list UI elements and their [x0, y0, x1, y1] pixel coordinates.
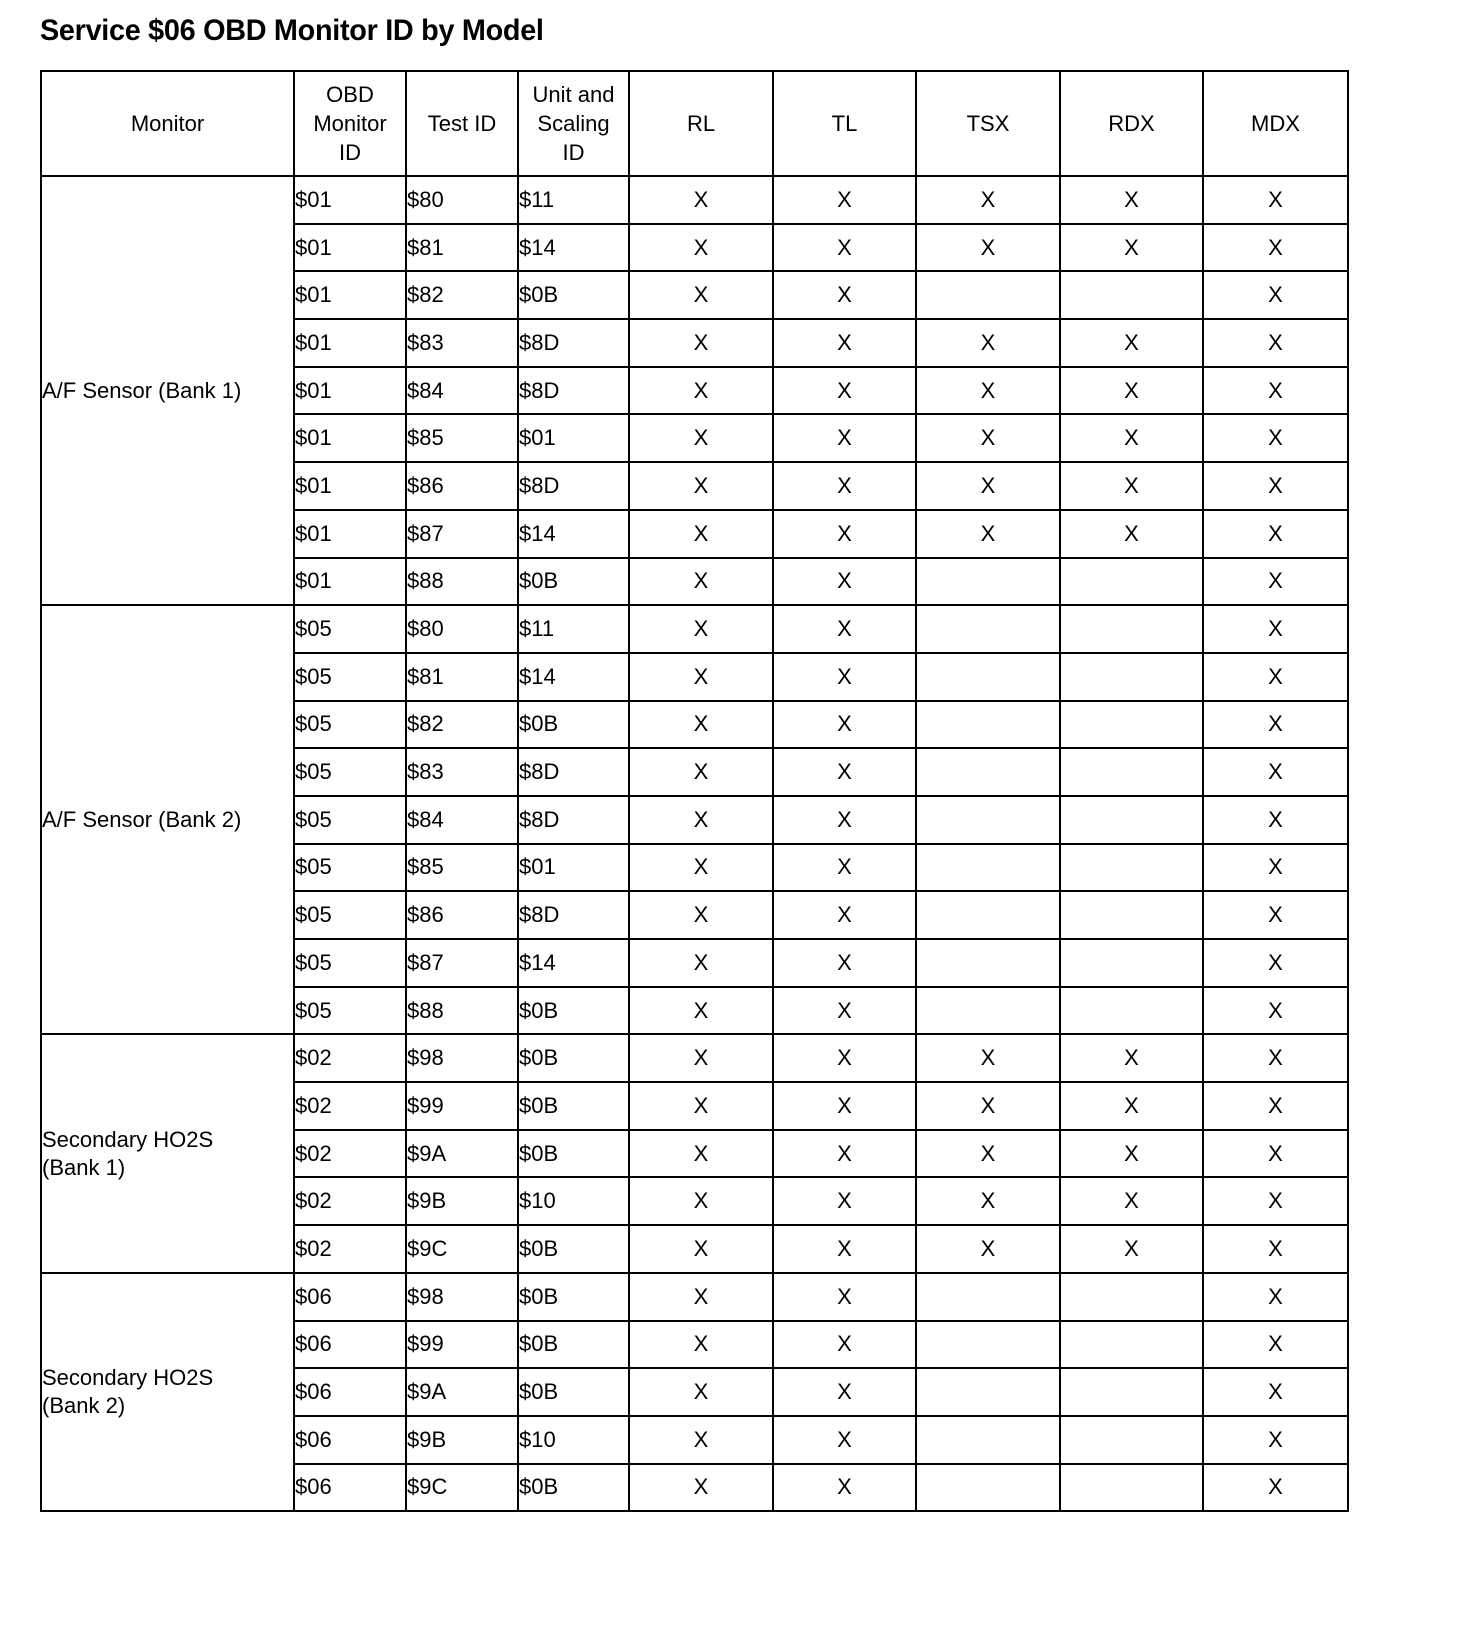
test-id-cell: $99: [406, 1082, 518, 1130]
test-id-cell: $9B: [406, 1416, 518, 1464]
unit-scaling-id-cell: $8D: [518, 462, 629, 510]
mark-cell-tsx: X: [916, 1225, 1060, 1273]
mark-cell-mdx: X: [1203, 701, 1348, 749]
obd-monitor-id-cell: $05: [294, 653, 406, 701]
mark-cell-rl: X: [629, 1368, 773, 1416]
mark-cell-rdx: X: [1060, 1130, 1203, 1178]
unit-scaling-id-cell: $0B: [518, 1130, 629, 1178]
header-test-id: Test ID: [406, 71, 518, 176]
mark-cell-rdx: [1060, 891, 1203, 939]
mark-cell-tl: X: [773, 271, 916, 319]
unit-scaling-id-cell: $0B: [518, 1273, 629, 1321]
mark-cell-rl: X: [629, 1034, 773, 1082]
unit-scaling-id-cell: $0B: [518, 1225, 629, 1273]
unit-scaling-id-cell: $0B: [518, 1034, 629, 1082]
mark-cell-tl: X: [773, 987, 916, 1035]
mark-cell-tsx: X: [916, 1177, 1060, 1225]
obd-monitor-id-cell: $06: [294, 1416, 406, 1464]
mark-cell-mdx: X: [1203, 1464, 1348, 1512]
mark-cell-tsx: X: [916, 1034, 1060, 1082]
test-id-cell: $9C: [406, 1464, 518, 1512]
mark-cell-rl: X: [629, 1225, 773, 1273]
mark-cell-mdx: X: [1203, 224, 1348, 272]
obd-monitor-id-cell: $01: [294, 462, 406, 510]
mark-cell-rdx: [1060, 1321, 1203, 1369]
mark-cell-tl: X: [773, 462, 916, 510]
test-id-cell: $98: [406, 1034, 518, 1082]
unit-scaling-id-cell: $0B: [518, 701, 629, 749]
obd-monitor-id-cell: $02: [294, 1082, 406, 1130]
table-body: [41, 176, 1348, 1511]
mark-cell-mdx: X: [1203, 1225, 1348, 1273]
mark-cell-tl: X: [773, 844, 916, 892]
header-model-tsx: TSX: [916, 71, 1060, 176]
mark-cell-rdx: X: [1060, 1082, 1203, 1130]
test-id-cell: $86: [406, 891, 518, 939]
test-id-cell: $81: [406, 224, 518, 272]
mark-cell-rl: X: [629, 1177, 773, 1225]
obd-monitor-id-cell: $01: [294, 224, 406, 272]
obd-monitor-id-cell: $02: [294, 1130, 406, 1178]
mark-cell-tl: X: [773, 605, 916, 653]
mark-cell-rdx: [1060, 271, 1203, 319]
header-model-rl: RL: [629, 71, 773, 176]
obd-monitor-id-cell: $05: [294, 844, 406, 892]
mark-cell-tl: X: [773, 414, 916, 462]
mark-cell-tl: X: [773, 1177, 916, 1225]
monitor-cell: A/F Sensor (Bank 2): [41, 605, 294, 1034]
unit-scaling-id-cell: $8D: [518, 796, 629, 844]
unit-scaling-id-cell: $10: [518, 1177, 629, 1225]
mark-cell-tsx: [916, 844, 1060, 892]
header-obd-monitor-id-label: OBD Monitor ID: [313, 82, 387, 165]
mark-cell-rl: X: [629, 414, 773, 462]
unit-scaling-id-cell: $01: [518, 414, 629, 462]
mark-cell-mdx: X: [1203, 462, 1348, 510]
table-row: [41, 176, 1348, 224]
header-row: [41, 71, 1348, 176]
mark-cell-tl: X: [773, 1130, 916, 1178]
unit-scaling-id-cell: $8D: [518, 748, 629, 796]
test-id-cell: $85: [406, 414, 518, 462]
header-unit-scaling-id: [518, 71, 629, 176]
mark-cell-rl: X: [629, 224, 773, 272]
mark-cell-rl: X: [629, 1416, 773, 1464]
mark-cell-mdx: X: [1203, 176, 1348, 224]
mark-cell-rl: X: [629, 319, 773, 367]
mark-cell-mdx: X: [1203, 987, 1348, 1035]
obd-monitor-table: [40, 70, 1349, 1512]
obd-monitor-id-cell: $01: [294, 558, 406, 606]
mark-cell-tsx: X: [916, 414, 1060, 462]
mark-cell-rdx: [1060, 653, 1203, 701]
test-id-cell: $86: [406, 462, 518, 510]
mark-cell-mdx: X: [1203, 558, 1348, 606]
mark-cell-rdx: X: [1060, 510, 1203, 558]
unit-scaling-id-cell: $8D: [518, 367, 629, 415]
mark-cell-rl: X: [629, 1464, 773, 1512]
unit-scaling-id-cell: $8D: [518, 891, 629, 939]
obd-monitor-id-cell: $01: [294, 319, 406, 367]
mark-cell-tsx: [916, 701, 1060, 749]
mark-cell-rl: X: [629, 987, 773, 1035]
mark-cell-tl: X: [773, 558, 916, 606]
test-id-cell: $80: [406, 605, 518, 653]
mark-cell-tsx: [916, 748, 1060, 796]
mark-cell-rl: X: [629, 701, 773, 749]
unit-scaling-id-cell: $0B: [518, 1368, 629, 1416]
mark-cell-rl: X: [629, 1273, 773, 1321]
test-id-cell: $9A: [406, 1130, 518, 1178]
mark-cell-rdx: [1060, 1464, 1203, 1512]
mark-cell-rl: X: [629, 510, 773, 558]
test-id-cell: $9C: [406, 1225, 518, 1273]
mark-cell-rdx: [1060, 701, 1203, 749]
unit-scaling-id-cell: $14: [518, 224, 629, 272]
mark-cell-tsx: [916, 796, 1060, 844]
mark-cell-rl: X: [629, 844, 773, 892]
mark-cell-tsx: [916, 939, 1060, 987]
unit-scaling-id-cell: $14: [518, 653, 629, 701]
mark-cell-tsx: [916, 558, 1060, 606]
mark-cell-rdx: [1060, 605, 1203, 653]
unit-scaling-id-cell: $11: [518, 176, 629, 224]
test-id-cell: $83: [406, 319, 518, 367]
test-id-cell: $83: [406, 748, 518, 796]
mark-cell-tsx: X: [916, 1082, 1060, 1130]
mark-cell-mdx: X: [1203, 1130, 1348, 1178]
mark-cell-tsx: X: [916, 367, 1060, 415]
mark-cell-rdx: X: [1060, 224, 1203, 272]
mark-cell-rdx: X: [1060, 367, 1203, 415]
mark-cell-tl: X: [773, 224, 916, 272]
obd-monitor-id-cell: $05: [294, 987, 406, 1035]
mark-cell-rdx: [1060, 1416, 1203, 1464]
mark-cell-rdx: [1060, 796, 1203, 844]
page-title: Service $06 OBD Monitor ID by Model: [40, 14, 544, 47]
test-id-cell: $84: [406, 367, 518, 415]
mark-cell-tl: X: [773, 367, 916, 415]
obd-monitor-id-cell: $06: [294, 1464, 406, 1512]
mark-cell-rl: X: [629, 558, 773, 606]
header-monitor: Monitor: [41, 71, 294, 176]
mark-cell-tsx: X: [916, 510, 1060, 558]
mark-cell-mdx: X: [1203, 891, 1348, 939]
mark-cell-mdx: X: [1203, 510, 1348, 558]
unit-scaling-id-cell: $8D: [518, 319, 629, 367]
mark-cell-rl: X: [629, 1082, 773, 1130]
unit-scaling-id-cell: $14: [518, 510, 629, 558]
mark-cell-tl: X: [773, 510, 916, 558]
mark-cell-rdx: X: [1060, 319, 1203, 367]
mark-cell-mdx: X: [1203, 1177, 1348, 1225]
mark-cell-rdx: X: [1060, 176, 1203, 224]
unit-scaling-id-cell: $11: [518, 605, 629, 653]
mark-cell-mdx: X: [1203, 653, 1348, 701]
mark-cell-rdx: [1060, 987, 1203, 1035]
mark-cell-tsx: [916, 987, 1060, 1035]
monitor-cell: Secondary HO2S (Bank 1): [41, 1034, 294, 1272]
mark-cell-tl: X: [773, 1082, 916, 1130]
mark-cell-tsx: [916, 891, 1060, 939]
test-id-cell: $82: [406, 701, 518, 749]
header-unit-scaling-id-label: Unit and Scaling ID: [532, 82, 615, 165]
mark-cell-rdx: X: [1060, 1177, 1203, 1225]
obd-monitor-id-cell: $06: [294, 1368, 406, 1416]
mark-cell-rl: X: [629, 605, 773, 653]
mark-cell-mdx: X: [1203, 605, 1348, 653]
mark-cell-mdx: X: [1203, 414, 1348, 462]
unit-scaling-id-cell: $01: [518, 844, 629, 892]
obd-monitor-id-cell: $01: [294, 510, 406, 558]
mark-cell-mdx: X: [1203, 1321, 1348, 1369]
mark-cell-tl: X: [773, 796, 916, 844]
mark-cell-mdx: X: [1203, 844, 1348, 892]
mark-cell-mdx: X: [1203, 796, 1348, 844]
mark-cell-tsx: X: [916, 462, 1060, 510]
table-row: [41, 1034, 1348, 1082]
obd-monitor-id-cell: $05: [294, 701, 406, 749]
mark-cell-tsx: X: [916, 176, 1060, 224]
mark-cell-tsx: [916, 1321, 1060, 1369]
mark-cell-tl: X: [773, 1225, 916, 1273]
obd-monitor-id-cell: $02: [294, 1177, 406, 1225]
unit-scaling-id-cell: $0B: [518, 1321, 629, 1369]
obd-monitor-id-cell: $05: [294, 605, 406, 653]
obd-monitor-id-cell: $05: [294, 796, 406, 844]
test-id-cell: $81: [406, 653, 518, 701]
mark-cell-tsx: [916, 653, 1060, 701]
mark-cell-mdx: X: [1203, 1034, 1348, 1082]
mark-cell-rdx: [1060, 939, 1203, 987]
mark-cell-tl: X: [773, 701, 916, 749]
obd-monitor-id-cell: $02: [294, 1225, 406, 1273]
mark-cell-rdx: [1060, 1273, 1203, 1321]
obd-monitor-id-cell: $01: [294, 271, 406, 319]
mark-cell-mdx: X: [1203, 319, 1348, 367]
test-id-cell: $88: [406, 987, 518, 1035]
test-id-cell: $99: [406, 1321, 518, 1369]
mark-cell-mdx: X: [1203, 1273, 1348, 1321]
mark-cell-tsx: [916, 271, 1060, 319]
obd-monitor-id-cell: $01: [294, 414, 406, 462]
mark-cell-mdx: X: [1203, 748, 1348, 796]
test-id-cell: $85: [406, 844, 518, 892]
mark-cell-rl: X: [629, 176, 773, 224]
mark-cell-rl: X: [629, 748, 773, 796]
mark-cell-tl: X: [773, 176, 916, 224]
unit-scaling-id-cell: $0B: [518, 987, 629, 1035]
mark-cell-rl: X: [629, 1130, 773, 1178]
mark-cell-rdx: X: [1060, 1034, 1203, 1082]
mark-cell-rl: X: [629, 462, 773, 510]
unit-scaling-id-cell: $0B: [518, 1464, 629, 1512]
mark-cell-mdx: X: [1203, 939, 1348, 987]
mark-cell-tsx: [916, 1464, 1060, 1512]
mark-cell-tl: X: [773, 653, 916, 701]
test-id-cell: $80: [406, 176, 518, 224]
mark-cell-rdx: X: [1060, 462, 1203, 510]
obd-monitor-id-cell: $06: [294, 1321, 406, 1369]
mark-cell-mdx: X: [1203, 1082, 1348, 1130]
test-id-cell: $98: [406, 1273, 518, 1321]
mark-cell-rl: X: [629, 796, 773, 844]
test-id-cell: $87: [406, 510, 518, 558]
mark-cell-rl: X: [629, 939, 773, 987]
table-row: [41, 1273, 1348, 1321]
obd-monitor-id-cell: $01: [294, 176, 406, 224]
mark-cell-tl: X: [773, 891, 916, 939]
unit-scaling-id-cell: $0B: [518, 558, 629, 606]
mark-cell-rdx: [1060, 844, 1203, 892]
mark-cell-rdx: X: [1060, 1225, 1203, 1273]
obd-monitor-id-cell: $01: [294, 367, 406, 415]
mark-cell-tl: X: [773, 1034, 916, 1082]
mark-cell-tsx: X: [916, 319, 1060, 367]
mark-cell-tl: X: [773, 319, 916, 367]
mark-cell-rdx: [1060, 748, 1203, 796]
mark-cell-mdx: X: [1203, 1416, 1348, 1464]
mark-cell-tl: X: [773, 1321, 916, 1369]
obd-monitor-id-cell: $02: [294, 1034, 406, 1082]
unit-scaling-id-cell: $0B: [518, 1082, 629, 1130]
mark-cell-rl: X: [629, 271, 773, 319]
mark-cell-tl: X: [773, 1273, 916, 1321]
test-id-cell: $84: [406, 796, 518, 844]
mark-cell-tsx: [916, 1368, 1060, 1416]
test-id-cell: $9B: [406, 1177, 518, 1225]
header-model-rdx: RDX: [1060, 71, 1203, 176]
obd-monitor-id-cell: $05: [294, 748, 406, 796]
header-model-tl: TL: [773, 71, 916, 176]
test-id-cell: $82: [406, 271, 518, 319]
mark-cell-tl: X: [773, 1464, 916, 1512]
table-row: [41, 605, 1348, 653]
obd-monitor-id-cell: $06: [294, 1273, 406, 1321]
monitor-cell: Secondary HO2S (Bank 2): [41, 1273, 294, 1511]
test-id-cell: $9A: [406, 1368, 518, 1416]
mark-cell-mdx: X: [1203, 271, 1348, 319]
header-model-mdx: MDX: [1203, 71, 1348, 176]
mark-cell-tl: X: [773, 1368, 916, 1416]
mark-cell-tsx: X: [916, 1130, 1060, 1178]
obd-monitor-id-cell: $05: [294, 939, 406, 987]
mark-cell-tl: X: [773, 1416, 916, 1464]
mark-cell-tl: X: [773, 748, 916, 796]
mark-cell-tsx: [916, 1273, 1060, 1321]
mark-cell-tsx: X: [916, 224, 1060, 272]
mark-cell-tsx: [916, 605, 1060, 653]
mark-cell-rl: X: [629, 653, 773, 701]
obd-monitor-id-cell: $05: [294, 891, 406, 939]
unit-scaling-id-cell: $10: [518, 1416, 629, 1464]
test-id-cell: $88: [406, 558, 518, 606]
mark-cell-tsx: [916, 1416, 1060, 1464]
mark-cell-mdx: X: [1203, 1368, 1348, 1416]
mark-cell-rl: X: [629, 367, 773, 415]
mark-cell-rdx: [1060, 1368, 1203, 1416]
mark-cell-rdx: [1060, 558, 1203, 606]
unit-scaling-id-cell: $0B: [518, 271, 629, 319]
mark-cell-mdx: X: [1203, 367, 1348, 415]
mark-cell-rl: X: [629, 1321, 773, 1369]
test-id-cell: $87: [406, 939, 518, 987]
mark-cell-rdx: X: [1060, 414, 1203, 462]
header-obd-monitor-id: [294, 71, 406, 176]
unit-scaling-id-cell: $14: [518, 939, 629, 987]
mark-cell-rl: X: [629, 891, 773, 939]
mark-cell-tl: X: [773, 939, 916, 987]
monitor-cell: A/F Sensor (Bank 1): [41, 176, 294, 605]
